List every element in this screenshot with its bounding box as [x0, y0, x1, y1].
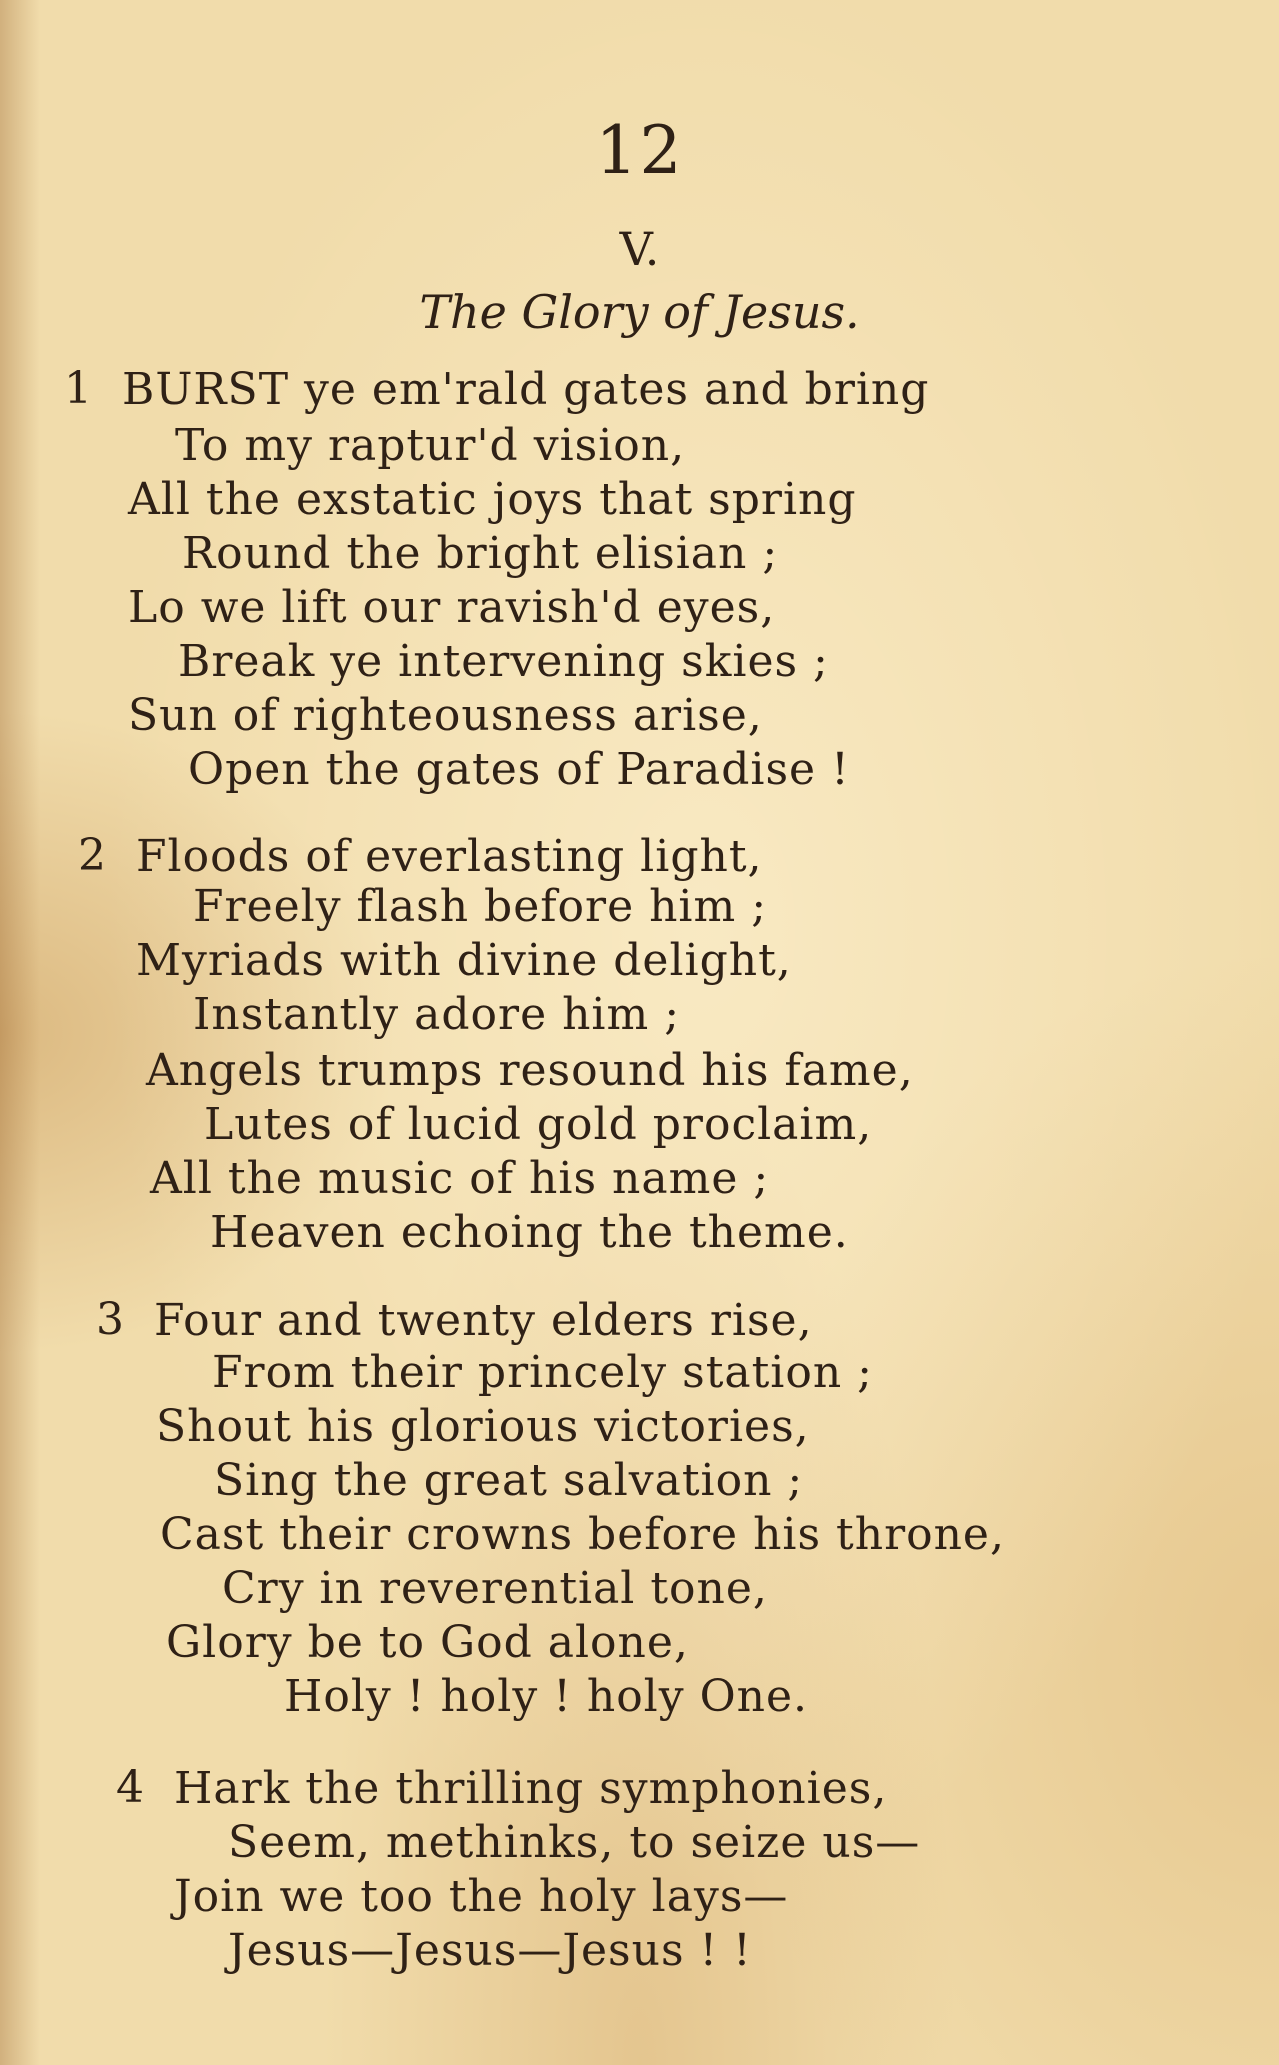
verse-line: Glory be to God alone, — [166, 1617, 689, 1668]
verse-line: Jesus—Jesus—Jesus ! ! — [228, 1925, 752, 1976]
verse-line: To my raptur'd vision, — [175, 420, 686, 471]
hymn-title: The Glory of Jesus. — [419, 285, 860, 339]
verse-line: Sun of righteousness arise, — [128, 690, 763, 741]
verse-line: Cast their crowns before his throne, — [160, 1509, 1005, 1560]
verse-line: Angels trumps resound his fame, — [146, 1045, 914, 1096]
verse-number: 3 — [96, 1294, 124, 1345]
verse-line: Shout his glorious victories, — [156, 1401, 810, 1452]
verse-line: Heaven echoing the theme. — [210, 1207, 849, 1258]
verse-line: Myriads with divine delight, — [136, 935, 792, 986]
verse-line: Holy ! holy ! holy One. — [284, 1671, 809, 1722]
verse-line: All the exstatic joys that spring — [128, 474, 857, 525]
verse-line: Open the gates of Paradise ! — [188, 744, 850, 795]
verse-line: Join we too the holy lays— — [174, 1871, 789, 1922]
page-number: 12 — [595, 112, 684, 189]
verse-line: Hark the thrilling symphonies, — [174, 1763, 888, 1814]
verse-line: Sing the great salvation ; — [214, 1455, 804, 1506]
verse-number: 2 — [78, 830, 106, 881]
verse-line: From their princely station ; — [212, 1347, 874, 1398]
verse-number: 4 — [116, 1762, 144, 1813]
verse-line: Lo we lift our ravish'd eyes, — [128, 582, 776, 633]
verse-line: Floods of everlasting light, — [136, 831, 763, 882]
verse-line: BURST ye em'rald gates and bring — [122, 364, 930, 415]
verse-line: Freely flash before him ; — [193, 881, 768, 932]
verse-line: All the music of his name ; — [150, 1153, 770, 1204]
hymn-number: V. — [619, 222, 660, 276]
verse-line: Cry in reverential tone, — [222, 1563, 768, 1614]
verse-line: Four and twenty elders rise, — [154, 1295, 813, 1346]
verse-line: Instantly adore him ; — [193, 989, 681, 1040]
verse-number: 1 — [64, 363, 92, 414]
verse-line: Lutes of lucid gold proclaim, — [204, 1099, 873, 1150]
verse-line: Break ye intervening skies ; — [178, 636, 829, 687]
verse-line: Round the bright elisian ; — [182, 528, 779, 579]
verse-line: Seem, methinks, to seize us— — [228, 1817, 921, 1868]
